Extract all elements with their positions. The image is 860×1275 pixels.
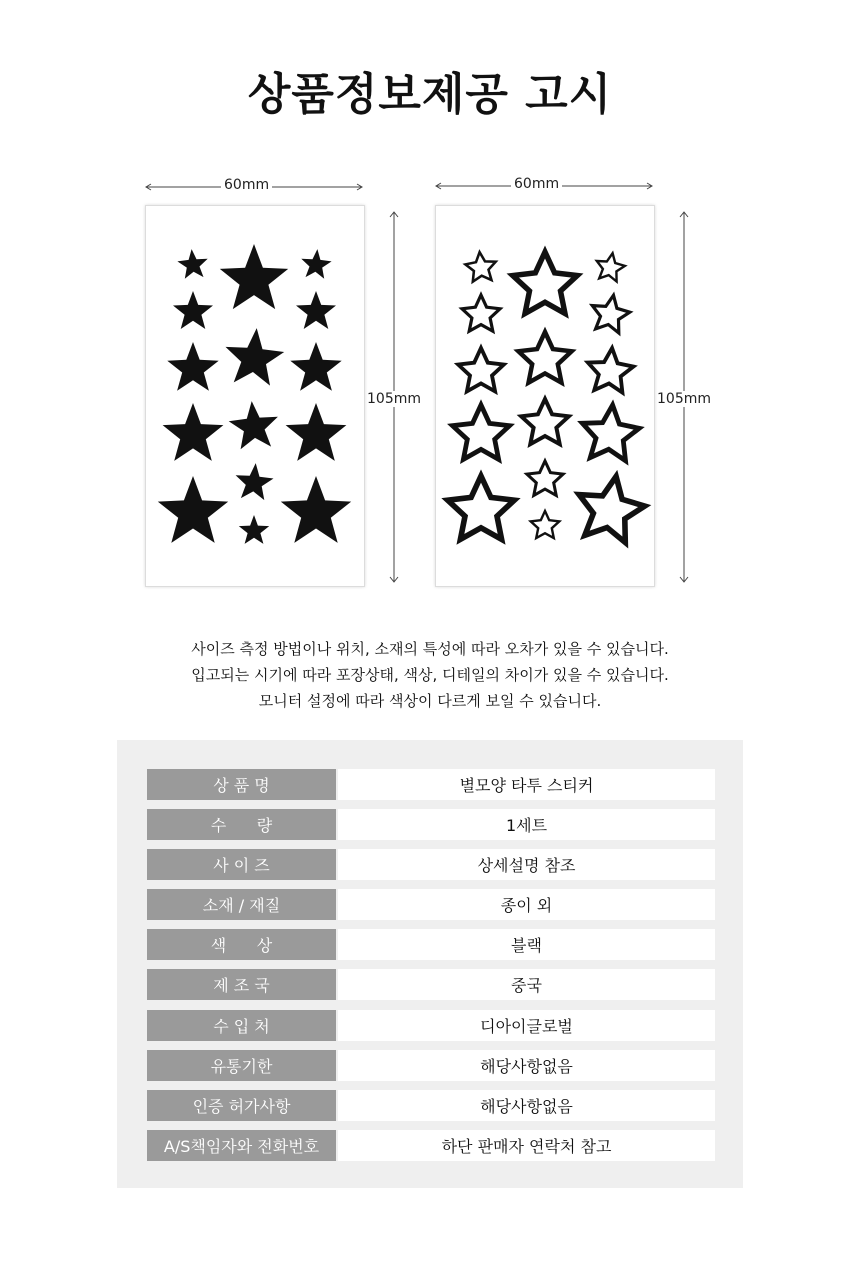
row-value: 종이 외 xyxy=(338,889,715,920)
filled-stars-illustration xyxy=(146,206,364,586)
star-icon xyxy=(592,295,630,333)
star-icon xyxy=(301,249,331,279)
star-icon xyxy=(518,332,571,383)
outline-stars-illustration xyxy=(436,206,654,586)
star-icon xyxy=(588,348,634,393)
star-icon xyxy=(527,461,563,495)
star-icon xyxy=(521,399,569,444)
star-icon xyxy=(177,249,207,279)
row-value: 해당사항없음 xyxy=(338,1050,715,1081)
star-icon xyxy=(173,291,213,329)
row-label: 소재 / 재질 xyxy=(147,889,336,920)
row-label: 수 량 xyxy=(147,809,336,840)
notice-line: 사이즈 측정 방법이나 위치, 소재의 특성에 따라 오차가 있을 수 있습니다. xyxy=(191,640,669,658)
notice-text xyxy=(0,636,860,714)
row-value: 블랙 xyxy=(338,929,715,960)
star-icon xyxy=(281,476,351,543)
star-icon xyxy=(286,403,347,461)
product-info-table xyxy=(117,740,743,1188)
star-icon xyxy=(163,403,224,461)
star-icon xyxy=(226,328,285,386)
star-icon xyxy=(220,244,288,309)
row-label: 인증 허가사항 xyxy=(147,1090,336,1121)
star-icon xyxy=(465,252,495,282)
row-label: 사 이 즈 xyxy=(147,849,336,880)
tattoo-sheet-filled xyxy=(145,205,365,587)
table-row xyxy=(147,1130,715,1161)
right-height-label: 105mm xyxy=(654,391,714,407)
star-icon xyxy=(531,511,560,538)
notice-line: 모니터 설정에 따라 색상이 다르게 보일 수 있습니다. xyxy=(258,692,602,710)
row-label: 색 상 xyxy=(147,929,336,960)
star-icon xyxy=(582,405,639,461)
row-label: 유통기한 xyxy=(147,1050,336,1081)
row-label: 제 조 국 xyxy=(147,969,336,1000)
notice-line: 입고되는 시기에 따라 포장상태, 색상, 디테일의 차이가 있을 수 있습니다. xyxy=(191,666,669,684)
table-row xyxy=(147,1010,715,1041)
row-value: 별모양 타투 스티커 xyxy=(338,769,715,800)
star-icon xyxy=(513,252,578,314)
star-icon xyxy=(296,291,336,329)
star-icon xyxy=(229,401,278,449)
star-icon xyxy=(448,476,515,539)
table-row xyxy=(147,769,715,800)
row-value: 하단 판매자 연락처 참고 xyxy=(338,1130,715,1161)
row-value: 해당사항없음 xyxy=(338,1090,715,1121)
row-value: 중국 xyxy=(338,969,715,1000)
table-row xyxy=(147,929,715,960)
table-row xyxy=(147,1090,715,1121)
table-row xyxy=(147,889,715,920)
table-row xyxy=(147,969,715,1000)
star-icon xyxy=(290,342,341,391)
row-label: 수 입 처 xyxy=(147,1010,336,1041)
row-label: A/S책임자와 전화번호 xyxy=(147,1130,336,1161)
row-value: 상세설명 참조 xyxy=(338,849,715,880)
row-value: 1세트 xyxy=(338,809,715,840)
tattoo-sheet-outline xyxy=(435,205,655,587)
star-icon xyxy=(458,348,504,391)
star-icon xyxy=(462,295,500,331)
star-icon xyxy=(597,253,625,281)
table-row xyxy=(147,809,715,840)
star-icon xyxy=(239,515,269,544)
table-row xyxy=(147,849,715,880)
star-icon xyxy=(453,405,510,459)
star-icon xyxy=(236,463,274,500)
row-label: 상 품 명 xyxy=(147,769,336,800)
star-icon xyxy=(158,476,228,543)
row-value: 디아이글로벌 xyxy=(338,1010,715,1041)
dimension-arrows xyxy=(0,0,860,600)
page-title: 상품정보제공 고시 xyxy=(247,69,613,120)
table-row xyxy=(147,1050,715,1081)
right-width-label: 60mm xyxy=(511,176,562,192)
star-icon xyxy=(579,477,645,543)
left-width-label: 60mm xyxy=(221,177,272,193)
star-icon xyxy=(167,342,218,391)
left-height-label: 105mm xyxy=(364,391,424,407)
